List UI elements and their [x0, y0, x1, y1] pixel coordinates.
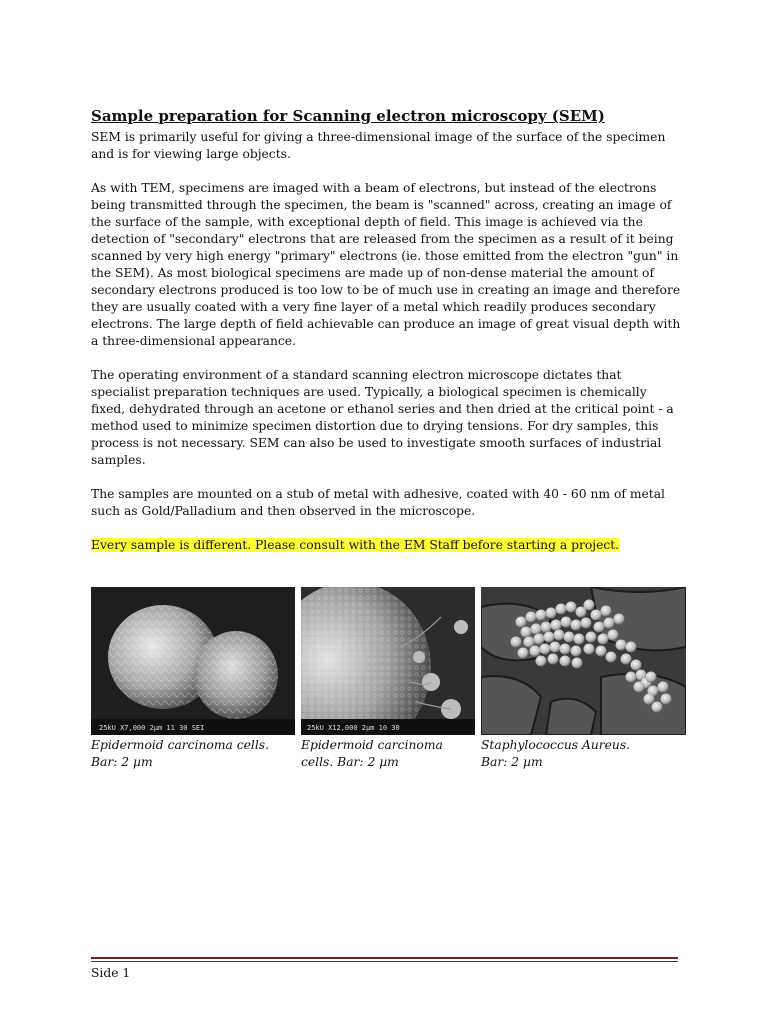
notice-highlight [91, 537, 683, 554]
coccus-cell [626, 672, 637, 683]
coccus-cell [658, 682, 669, 693]
coccus-cell [536, 656, 547, 667]
paragraph-imaging: As with TEM, specimens are imaged with a beam of electrons, but instead of the electrons being transmitted through the specimen, the beam is "scanned" across, creating an image of the surface of the sample, with exceptional depth of field. This image is achieved via the detection of "secondary" electrons that are released from the specimen as a result of it being scanned by very high energy "primary" electrons (ie. those emitted from the electron "gun" in the SEM). As most biological specimens are made up of non-dense material the amount of secondary electrons produced is too low to be of much use in creating an image and therefore they are usually coated with a very fine layer of a metal which readily produces secondary electrons. The large depth of field achievable can produce an image of great visual depth with a three-dimensional appearance. [91, 181, 681, 348]
coccus-cell [661, 694, 672, 705]
caption-line: Epidermoid carcinoma [301, 738, 443, 752]
figure-2 [301, 587, 475, 771]
coccus-cell [591, 610, 602, 621]
coccus-cell [531, 624, 542, 635]
coccus-cell [596, 646, 607, 657]
coccus-cell [561, 617, 572, 628]
coccus-cell [566, 602, 577, 613]
figure-row [91, 587, 686, 777]
coccus-cell [574, 634, 585, 645]
coccus-cell [601, 606, 612, 617]
coccus-cell [511, 637, 522, 648]
coccus-cell [572, 658, 583, 669]
coccus-cell [560, 644, 571, 655]
figure-2-caption [301, 737, 475, 771]
coccus-cell [614, 614, 625, 625]
caption-bar: cells. Bar: 2 µm [301, 755, 399, 769]
coccus-cell [571, 646, 582, 657]
figure-1-caption [91, 737, 295, 771]
coccus-cell [604, 618, 615, 629]
coccus-cell [652, 702, 663, 713]
coccus-cell [530, 646, 541, 657]
coccus-cell [550, 642, 561, 653]
coccus-cell [598, 634, 609, 645]
sem-photo-graphic [481, 587, 686, 735]
coccus-cell [560, 656, 571, 667]
coccus-cell [606, 652, 617, 663]
caption-line: Staphylococcus Aureus. [481, 738, 631, 752]
coccus-cell [644, 694, 655, 705]
footer-rule [91, 957, 678, 959]
paragraph-environment: The operating environment of a standard scanning electron microscope dictates that specialist preparation techniques are used. Typically, a biological specimen is chemically fixed, dehydrated through an acetone or ethanol series and then dried at the critical point - a method used to minimize specimen distortion due to drying tensions. For dry samples, this process is not necessary. SEM can also be used to investigate smooth surfaces of industrial samples. [91, 368, 674, 467]
page-footer: Side 1 [91, 966, 131, 980]
figure-1 [91, 587, 295, 771]
sem-image-staphylococcus [481, 587, 686, 735]
coccus-cell [548, 654, 559, 665]
coccus-cell [584, 644, 595, 655]
sem-image-carcinoma-2 [301, 587, 475, 735]
sem-info-bar: 25kU X7,000 2µm 11 30 SEI [99, 724, 205, 732]
coccus-cell [646, 672, 657, 683]
coccus-cell [634, 682, 645, 693]
sem-info-bar: 25kU X12,000 2µm 10 30 [307, 724, 400, 732]
coccus-cell [534, 634, 545, 645]
coccus-cell [584, 600, 595, 611]
coccus-cell [556, 604, 567, 615]
sem-image-carcinoma-1 [91, 587, 295, 735]
coccus-cell [621, 654, 632, 665]
coccus-cell [526, 612, 537, 623]
footer-rule-thin [91, 961, 678, 962]
paragraph-mounting: The samples are mounted on a stub of metal with adhesive, coated with 40 - 60 nm of metal such as Gold/Palladium and then observed in the microscope. [91, 487, 665, 518]
coccus-cell [594, 622, 605, 633]
coccus-cell [524, 637, 535, 648]
coccus-cell [554, 630, 565, 641]
paragraph-intro: SEM is primarily useful for giving a three-dimensional image of the surface of the specimen and is for viewing large objects. [91, 130, 666, 161]
figure-3 [481, 587, 686, 771]
coccus-cell [626, 642, 637, 653]
coccus-cell [546, 608, 557, 619]
sem-photo-graphic [91, 587, 295, 735]
document-title: Sample preparation for Scanning electron microscopy (SEM) [91, 107, 605, 125]
coccus-cell [581, 618, 592, 629]
coccus-cell [564, 632, 575, 643]
coccus-cell [571, 620, 582, 631]
coccus-cell [516, 617, 527, 628]
caption-line: Epidermoid carcinoma cells. [91, 738, 269, 752]
document-body [91, 107, 683, 554]
caption-bar: Bar: 2 µm [91, 755, 153, 769]
coccus-cell [518, 648, 529, 659]
coccus-cell [521, 627, 532, 638]
coccus-cell [541, 622, 552, 633]
coccus-cell [616, 640, 627, 651]
caption-bar: Bar: 2 µm [481, 755, 543, 769]
coccus-cell [544, 632, 555, 643]
coccus-cell [540, 644, 551, 655]
coccus-cell [631, 660, 642, 671]
notice-text: Every sample is different. Please consult with the EM Staff before starting a project. [91, 538, 620, 552]
coccus-cell [536, 610, 547, 621]
coccus-cell [586, 632, 597, 643]
coccus-cell [551, 620, 562, 631]
figure-3-caption [481, 737, 686, 771]
sem-photo-graphic [301, 587, 475, 735]
coccus-cell [608, 630, 619, 641]
